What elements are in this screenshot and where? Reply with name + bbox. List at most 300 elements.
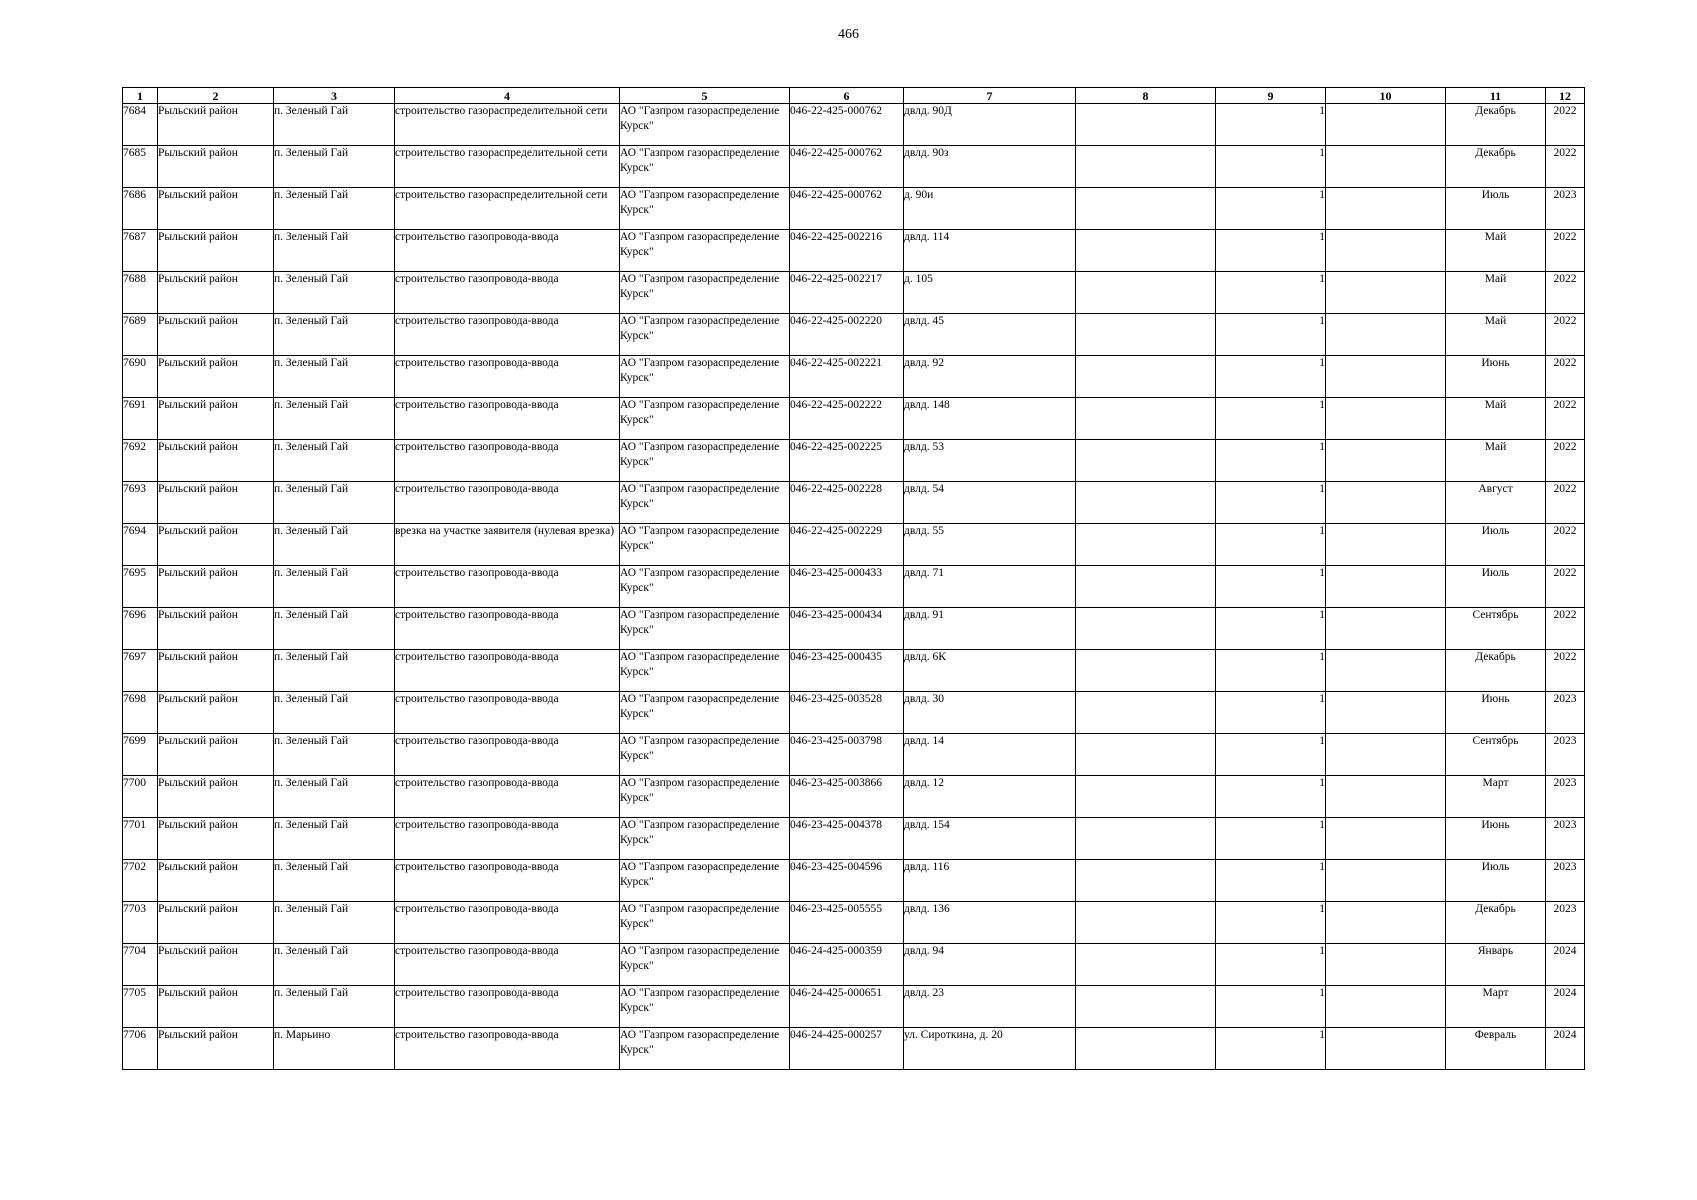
column-8-cell [1076, 650, 1216, 692]
quantity-cell: 1 [1216, 272, 1326, 314]
column-8-cell [1076, 944, 1216, 986]
application-number-cell: 046-22-425-002216 [790, 230, 904, 272]
district-cell: Рыльский район [158, 356, 274, 398]
column-8-cell [1076, 608, 1216, 650]
work-type-cell: строительство газопровода-ввода [395, 860, 620, 902]
month-cell: Декабрь [1446, 902, 1546, 944]
district-cell: Рыльский район [158, 1028, 274, 1070]
application-number-cell: 046-23-425-000433 [790, 566, 904, 608]
address-cell: двлд. 91 [904, 608, 1076, 650]
column-header: 10 [1326, 88, 1446, 104]
quantity-cell: 1 [1216, 440, 1326, 482]
year-cell: 2022 [1546, 272, 1585, 314]
column-8-cell [1076, 692, 1216, 734]
table-row [123, 482, 1585, 524]
month-cell: Июнь [1446, 356, 1546, 398]
quantity-cell: 1 [1216, 230, 1326, 272]
quantity-cell: 1 [1216, 734, 1326, 776]
locality-cell: п. Марьино [274, 1028, 395, 1070]
organization-cell: АО "Газпром газораспределение Курск" [620, 314, 790, 356]
work-type-cell: строительство газораспределительной сети [395, 104, 620, 146]
district-cell: Рыльский район [158, 566, 274, 608]
locality-cell: п. Зеленый Гай [274, 650, 395, 692]
application-number-cell: 046-23-425-000434 [790, 608, 904, 650]
column-10-cell [1326, 482, 1446, 524]
quantity-cell: 1 [1216, 188, 1326, 230]
quantity-cell: 1 [1216, 692, 1326, 734]
address-cell: ул. Сироткина, д. 20 [904, 1028, 1076, 1070]
column-8-cell [1076, 860, 1216, 902]
work-type-cell: строительство газопровода-ввода [395, 566, 620, 608]
row-number-cell: 7685 [123, 146, 158, 188]
address-cell: двлд. 92 [904, 356, 1076, 398]
column-header: 11 [1446, 88, 1546, 104]
column-header: 5 [620, 88, 790, 104]
work-type-cell: строительство газораспределительной сети [395, 146, 620, 188]
work-type-cell: строительство газопровода-ввода [395, 272, 620, 314]
table-row [123, 146, 1585, 188]
month-cell: Сентябрь [1446, 734, 1546, 776]
address-cell: двлд. 23 [904, 986, 1076, 1028]
district-cell: Рыльский район [158, 818, 274, 860]
column-8-cell [1076, 902, 1216, 944]
district-cell: Рыльский район [158, 944, 274, 986]
year-cell: 2023 [1546, 860, 1585, 902]
year-cell: 2022 [1546, 146, 1585, 188]
quantity-cell: 1 [1216, 944, 1326, 986]
locality-cell: п. Зеленый Гай [274, 524, 395, 566]
organization-cell: АО "Газпром газораспределение Курск" [620, 230, 790, 272]
month-cell: Июль [1446, 188, 1546, 230]
application-number-cell: 046-22-425-002225 [790, 440, 904, 482]
row-number-cell: 7697 [123, 650, 158, 692]
column-8-cell [1076, 566, 1216, 608]
table-row [123, 188, 1585, 230]
row-number-cell: 7701 [123, 818, 158, 860]
column-8-cell [1076, 146, 1216, 188]
year-cell: 2024 [1546, 986, 1585, 1028]
quantity-cell: 1 [1216, 104, 1326, 146]
table-row [123, 272, 1585, 314]
column-10-cell [1326, 398, 1446, 440]
address-cell: двлд. 45 [904, 314, 1076, 356]
address-cell: двлд. 6К [904, 650, 1076, 692]
month-cell: Май [1446, 230, 1546, 272]
application-number-cell: 046-22-425-002222 [790, 398, 904, 440]
district-cell: Рыльский район [158, 272, 274, 314]
column-8-cell [1076, 818, 1216, 860]
application-number-cell: 046-22-425-002228 [790, 482, 904, 524]
address-cell: двлд. 94 [904, 944, 1076, 986]
registry-table [122, 87, 1585, 1070]
organization-cell: АО "Газпром газораспределение Курск" [620, 440, 790, 482]
year-cell: 2022 [1546, 566, 1585, 608]
quantity-cell: 1 [1216, 146, 1326, 188]
column-10-cell [1326, 944, 1446, 986]
application-number-cell: 046-24-425-000257 [790, 1028, 904, 1070]
column-8-cell [1076, 230, 1216, 272]
quantity-cell: 1 [1216, 650, 1326, 692]
month-cell: Июнь [1446, 692, 1546, 734]
organization-cell: АО "Газпром газораспределение Курск" [620, 650, 790, 692]
application-number-cell: 046-23-425-003798 [790, 734, 904, 776]
organization-cell: АО "Газпром газораспределение Курск" [620, 272, 790, 314]
address-cell: двлд. 14 [904, 734, 1076, 776]
column-8-cell [1076, 734, 1216, 776]
address-cell: двлд. 90з [904, 146, 1076, 188]
month-cell: Март [1446, 776, 1546, 818]
work-type-cell: строительство газопровода-ввода [395, 734, 620, 776]
year-cell: 2023 [1546, 776, 1585, 818]
row-number-cell: 7705 [123, 986, 158, 1028]
column-8-cell [1076, 356, 1216, 398]
organization-cell: АО "Газпром газораспределение Курск" [620, 902, 790, 944]
column-8-cell [1076, 272, 1216, 314]
table-row [123, 986, 1585, 1028]
year-cell: 2022 [1546, 650, 1585, 692]
organization-cell: АО "Газпром газораспределение Курск" [620, 776, 790, 818]
locality-cell: п. Зеленый Гай [274, 230, 395, 272]
column-8-cell [1076, 776, 1216, 818]
locality-cell: п. Зеленый Гай [274, 440, 395, 482]
column-8-cell [1076, 314, 1216, 356]
row-number-cell: 7703 [123, 902, 158, 944]
locality-cell: п. Зеленый Гай [274, 104, 395, 146]
row-number-cell: 7688 [123, 272, 158, 314]
table-row [123, 776, 1585, 818]
table-row [123, 944, 1585, 986]
application-number-cell: 046-22-425-002221 [790, 356, 904, 398]
row-number-cell: 7698 [123, 692, 158, 734]
column-8-cell [1076, 440, 1216, 482]
table-row [123, 356, 1585, 398]
table-row [123, 566, 1585, 608]
column-10-cell [1326, 230, 1446, 272]
table-row [123, 440, 1585, 482]
column-10-cell [1326, 314, 1446, 356]
column-10-cell [1326, 440, 1446, 482]
organization-cell: АО "Газпром газораспределение Курск" [620, 734, 790, 776]
organization-cell: АО "Газпром газораспределение Курск" [620, 608, 790, 650]
table-row [123, 734, 1585, 776]
quantity-cell: 1 [1216, 608, 1326, 650]
month-cell: Июль [1446, 860, 1546, 902]
address-cell: двлд. 116 [904, 860, 1076, 902]
year-cell: 2022 [1546, 356, 1585, 398]
month-cell: Июль [1446, 524, 1546, 566]
year-cell: 2023 [1546, 902, 1585, 944]
locality-cell: п. Зеленый Гай [274, 188, 395, 230]
column-8-cell [1076, 482, 1216, 524]
column-header: 7 [904, 88, 1076, 104]
application-number-cell: 046-22-425-000762 [790, 188, 904, 230]
column-10-cell [1326, 650, 1446, 692]
district-cell: Рыльский район [158, 440, 274, 482]
work-type-cell: строительство газопровода-ввода [395, 608, 620, 650]
district-cell: Рыльский район [158, 692, 274, 734]
locality-cell: п. Зеленый Гай [274, 146, 395, 188]
column-10-cell [1326, 776, 1446, 818]
locality-cell: п. Зеленый Гай [274, 776, 395, 818]
address-cell: двлд. 53 [904, 440, 1076, 482]
address-cell: двлд. 136 [904, 902, 1076, 944]
month-cell: Май [1446, 398, 1546, 440]
organization-cell: АО "Газпром газораспределение Курск" [620, 944, 790, 986]
row-number-cell: 7699 [123, 734, 158, 776]
column-header: 1 [123, 88, 158, 104]
month-cell: Июль [1446, 566, 1546, 608]
district-cell: Рыльский район [158, 608, 274, 650]
organization-cell: АО "Газпром газораспределение Курск" [620, 104, 790, 146]
work-type-cell: строительство газопровода-ввода [395, 230, 620, 272]
quantity-cell: 1 [1216, 860, 1326, 902]
table-row [123, 692, 1585, 734]
organization-cell: АО "Газпром газораспределение Курск" [620, 818, 790, 860]
page-number: 466 [838, 27, 859, 42]
application-number-cell: 046-22-425-002217 [790, 272, 904, 314]
column-10-cell [1326, 986, 1446, 1028]
column-8-cell [1076, 188, 1216, 230]
table-row [123, 398, 1585, 440]
table-row [123, 230, 1585, 272]
district-cell: Рыльский район [158, 104, 274, 146]
row-number-cell: 7689 [123, 314, 158, 356]
locality-cell: п. Зеленый Гай [274, 734, 395, 776]
column-header: 2 [158, 88, 274, 104]
row-number-cell: 7695 [123, 566, 158, 608]
organization-cell: АО "Газпром газораспределение Курск" [620, 524, 790, 566]
row-number-cell: 7686 [123, 188, 158, 230]
table-row [123, 314, 1585, 356]
row-number-cell: 7706 [123, 1028, 158, 1070]
address-cell: двлд. 71 [904, 566, 1076, 608]
address-cell: двлд. 54 [904, 482, 1076, 524]
work-type-cell: строительство газопровода-ввода [395, 398, 620, 440]
column-header: 12 [1546, 88, 1585, 104]
row-number-cell: 7700 [123, 776, 158, 818]
month-cell: Декабрь [1446, 104, 1546, 146]
column-10-cell [1326, 146, 1446, 188]
application-number-cell: 046-23-425-004378 [790, 818, 904, 860]
district-cell: Рыльский район [158, 734, 274, 776]
district-cell: Рыльский район [158, 524, 274, 566]
column-header: 6 [790, 88, 904, 104]
column-10-cell [1326, 692, 1446, 734]
column-10-cell [1326, 860, 1446, 902]
year-cell: 2022 [1546, 608, 1585, 650]
month-cell: Сентябрь [1446, 608, 1546, 650]
table-body [123, 104, 1585, 1070]
work-type-cell: строительство газопровода-ввода [395, 314, 620, 356]
organization-cell: АО "Газпром газораспределение Курск" [620, 986, 790, 1028]
month-cell: Май [1446, 314, 1546, 356]
year-cell: 2023 [1546, 818, 1585, 860]
application-number-cell: 046-23-425-003528 [790, 692, 904, 734]
application-number-cell: 046-22-425-002229 [790, 524, 904, 566]
locality-cell: п. Зеленый Гай [274, 272, 395, 314]
organization-cell: АО "Газпром газораспределение Курск" [620, 566, 790, 608]
column-8-cell [1076, 104, 1216, 146]
address-cell: двлд. 154 [904, 818, 1076, 860]
application-number-cell: 046-22-425-002220 [790, 314, 904, 356]
district-cell: Рыльский район [158, 902, 274, 944]
quantity-cell: 1 [1216, 1028, 1326, 1070]
locality-cell: п. Зеленый Гай [274, 314, 395, 356]
row-number-cell: 7690 [123, 356, 158, 398]
locality-cell: п. Зеленый Гай [274, 818, 395, 860]
column-10-cell [1326, 1028, 1446, 1070]
year-cell: 2022 [1546, 104, 1585, 146]
district-cell: Рыльский район [158, 482, 274, 524]
work-type-cell: строительство газопровода-ввода [395, 650, 620, 692]
year-cell: 2022 [1546, 314, 1585, 356]
month-cell: Февраль [1446, 1028, 1546, 1070]
address-cell: д. 90и [904, 188, 1076, 230]
district-cell: Рыльский район [158, 776, 274, 818]
district-cell: Рыльский район [158, 230, 274, 272]
year-cell: 2022 [1546, 440, 1585, 482]
organization-cell: АО "Газпром газораспределение Курск" [620, 482, 790, 524]
application-number-cell: 046-22-425-000762 [790, 104, 904, 146]
column-10-cell [1326, 524, 1446, 566]
quantity-cell: 1 [1216, 524, 1326, 566]
work-type-cell: строительство газопровода-ввода [395, 944, 620, 986]
month-cell: Декабрь [1446, 146, 1546, 188]
locality-cell: п. Зеленый Гай [274, 860, 395, 902]
column-10-cell [1326, 608, 1446, 650]
district-cell: Рыльский район [158, 314, 274, 356]
year-cell: 2023 [1546, 188, 1585, 230]
year-cell: 2024 [1546, 1028, 1585, 1070]
application-number-cell: 046-23-425-004596 [790, 860, 904, 902]
quantity-cell: 1 [1216, 314, 1326, 356]
work-type-cell: строительство газопровода-ввода [395, 356, 620, 398]
quantity-cell: 1 [1216, 986, 1326, 1028]
district-cell: Рыльский район [158, 860, 274, 902]
application-number-cell: 046-22-425-000762 [790, 146, 904, 188]
column-10-cell [1326, 566, 1446, 608]
row-number-cell: 7694 [123, 524, 158, 566]
column-8-cell [1076, 1028, 1216, 1070]
locality-cell: п. Зеленый Гай [274, 692, 395, 734]
column-header: 9 [1216, 88, 1326, 104]
year-cell: 2022 [1546, 230, 1585, 272]
year-cell: 2022 [1546, 482, 1585, 524]
table-row [123, 1028, 1585, 1070]
header-row [123, 88, 1585, 104]
table-row [123, 818, 1585, 860]
quantity-cell: 1 [1216, 482, 1326, 524]
row-number-cell: 7684 [123, 104, 158, 146]
work-type-cell: строительство газопровода-ввода [395, 902, 620, 944]
address-cell: двлд. 148 [904, 398, 1076, 440]
quantity-cell: 1 [1216, 902, 1326, 944]
row-number-cell: 7687 [123, 230, 158, 272]
row-number-cell: 7691 [123, 398, 158, 440]
month-cell: Январь [1446, 944, 1546, 986]
month-cell: Май [1446, 440, 1546, 482]
year-cell: 2024 [1546, 944, 1585, 986]
quantity-cell: 1 [1216, 818, 1326, 860]
locality-cell: п. Зеленый Гай [274, 608, 395, 650]
row-number-cell: 7696 [123, 608, 158, 650]
table-row [123, 104, 1585, 146]
work-type-cell: строительство газопровода-ввода [395, 440, 620, 482]
quantity-cell: 1 [1216, 566, 1326, 608]
table-row [123, 524, 1585, 566]
column-10-cell [1326, 104, 1446, 146]
organization-cell: АО "Газпром газораспределение Курск" [620, 860, 790, 902]
table-row [123, 860, 1585, 902]
work-type-cell: строительство газопровода-ввода [395, 818, 620, 860]
quantity-cell: 1 [1216, 356, 1326, 398]
quantity-cell: 1 [1216, 776, 1326, 818]
year-cell: 2022 [1546, 398, 1585, 440]
month-cell: Август [1446, 482, 1546, 524]
column-10-cell [1326, 734, 1446, 776]
locality-cell: п. Зеленый Гай [274, 566, 395, 608]
address-cell: д. 105 [904, 272, 1076, 314]
application-number-cell: 046-23-425-003866 [790, 776, 904, 818]
column-10-cell [1326, 356, 1446, 398]
work-type-cell: строительство газопровода-ввода [395, 986, 620, 1028]
work-type-cell: строительство газопровода-ввода [395, 692, 620, 734]
organization-cell: АО "Газпром газораспределение Курск" [620, 356, 790, 398]
district-cell: Рыльский район [158, 986, 274, 1028]
column-8-cell [1076, 986, 1216, 1028]
locality-cell: п. Зеленый Гай [274, 902, 395, 944]
address-cell: двлд. 114 [904, 230, 1076, 272]
month-cell: Март [1446, 986, 1546, 1028]
application-number-cell: 046-24-425-000359 [790, 944, 904, 986]
month-cell: Июнь [1446, 818, 1546, 860]
work-type-cell: строительство газораспределительной сети [395, 188, 620, 230]
locality-cell: п. Зеленый Гай [274, 356, 395, 398]
work-type-cell: строительство газопровода-ввода [395, 1028, 620, 1070]
address-cell: двлд. 12 [904, 776, 1076, 818]
year-cell: 2023 [1546, 692, 1585, 734]
column-header: 3 [274, 88, 395, 104]
column-8-cell [1076, 398, 1216, 440]
address-cell: двлд. 30 [904, 692, 1076, 734]
organization-cell: АО "Газпром газораспределение Курск" [620, 692, 790, 734]
district-cell: Рыльский район [158, 650, 274, 692]
column-8-cell [1076, 524, 1216, 566]
organization-cell: АО "Газпром газораспределение Курск" [620, 188, 790, 230]
organization-cell: АО "Газпром газораспределение Курск" [620, 1028, 790, 1070]
organization-cell: АО "Газпром газораспределение Курск" [620, 146, 790, 188]
locality-cell: п. Зеленый Гай [274, 482, 395, 524]
table-row [123, 650, 1585, 692]
application-number-cell: 046-23-425-000435 [790, 650, 904, 692]
work-type-cell: врезка на участке заявителя (нулевая врезка) [395, 524, 620, 566]
locality-cell: п. Зеленый Гай [274, 398, 395, 440]
row-number-cell: 7702 [123, 860, 158, 902]
column-10-cell [1326, 188, 1446, 230]
district-cell: Рыльский район [158, 188, 274, 230]
work-type-cell: строительство газопровода-ввода [395, 482, 620, 524]
table-row [123, 902, 1585, 944]
column-header: 8 [1076, 88, 1216, 104]
district-cell: Рыльский район [158, 398, 274, 440]
application-number-cell: 046-23-425-005555 [790, 902, 904, 944]
year-cell: 2023 [1546, 734, 1585, 776]
organization-cell: АО "Газпром газораспределение Курск" [620, 398, 790, 440]
column-10-cell [1326, 902, 1446, 944]
locality-cell: п. Зеленый Гай [274, 944, 395, 986]
quantity-cell: 1 [1216, 398, 1326, 440]
address-cell: двлд. 90Д [904, 104, 1076, 146]
